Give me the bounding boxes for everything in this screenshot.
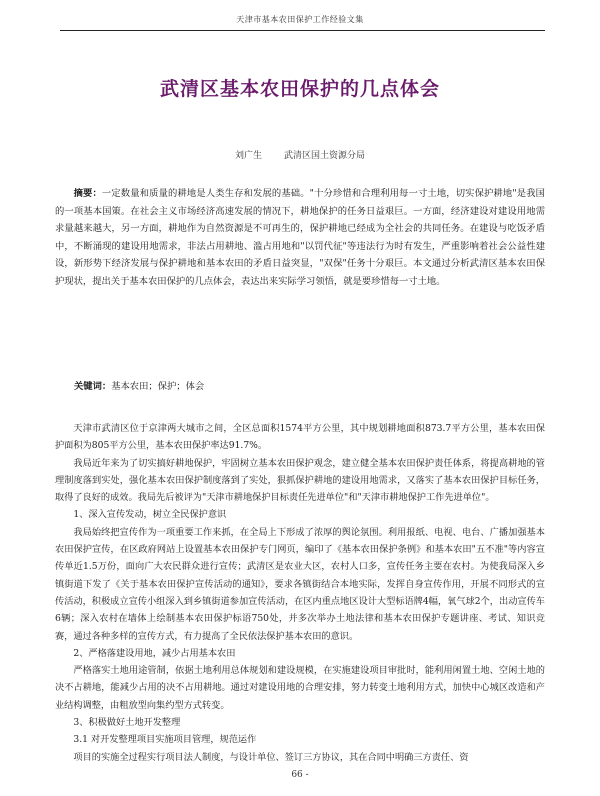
article-title: 武清区基本农田保护的几点体会 xyxy=(159,78,440,100)
running-header: 天津市基本农田保护工作经验文集 xyxy=(236,15,364,24)
section-paragraph: 我局始终把宣传作为一项重要工作来抓，在全局上下形成了浓厚的舆论氛围。利用报纸、电视、电台、广播加强基本农田保护宣传，在区政府网站上设置基本农田保护专门网页，编印了《基本农田保护条例》和基本农田"五不准"等内容宣传单近1.5万份，面向广大农民群众进行宣传；武清区是农业大区，农村人口多，宣传任务主要在农村。为使我局深入乡镇街道下发了《关于基本农田保护宣传活动的通知》，要求各镇街结合本地实际，发挥自身宣传作用，开展不同形式的宣传活动，积极成立宣传小组深入到乡镇街道参加宣传活动，在区内重点地区设计大型标语牌4幅，氧气球2个，出动宣传车6辆；深入农村在墙体上绘制基本农田保护标语750处，并多次举办土地法律和基本农田保护专题讲座、考试、知识竞赛，通过各种多样的宣传方式，有力提高了全民依法保护基本农田的意识。 xyxy=(55,526,545,642)
keywords-text: 基本农田；保护；体会 xyxy=(111,381,205,392)
section-heading: 1、深入宣传发动，树立全民保护意识 xyxy=(73,509,227,521)
section-paragraph: 严格落实土地用途管制，依据土地利用总体规划和建设规模，在实施建设项目审批时，能利用闲置土地、空闲土地的决不占耕地，能减少占用的决不占用耕地。通过对建设用地的合理安排，努力转变土地利用方式，加快中心城区改造和产业结构调整，由粗放型向集约型方式转变。 xyxy=(55,665,545,711)
body-paragraph: 天津市武清区位于京津两大城市之间，全区总面积1574平方公里，其中规划耕地面积873.7平方公里，基本农田保护面积为805平方公里，基本农田保护率达91.7%。 xyxy=(55,423,545,452)
article-body xyxy=(55,420,545,766)
keywords-label: 关键词： xyxy=(74,381,112,392)
author-affiliation: 武清区国土资源分局 xyxy=(284,151,366,161)
body-paragraph: 我局近年来为了切实搞好耕地保护，牢固树立基本农田保护观念，建立健全基本农田保护责任体系，将提高耕地的管理制度落到实处，强化基本农田保护制度落到了实处，狠抓保护耕地的建设用地需求，又落实了基本农田保护目标任务，取得了良好的成效。我局先后被评为"天津市耕地保护目标责任先进单位"和"天津市耕地保护工作先进单位"。 xyxy=(55,457,545,504)
author-name: 刘广生 xyxy=(234,151,262,161)
byline xyxy=(0,148,600,161)
section-heading: 2、严格落建设用地，减少占用基本农田 xyxy=(73,647,236,659)
section-heading: 3、积极做好土地开发整理 xyxy=(73,717,181,729)
header-divider xyxy=(60,30,545,31)
page-number-value: 66 xyxy=(291,770,303,780)
page-number: 66 - xyxy=(291,770,309,780)
subsection-heading: 3.1 对开发整理项目实施项目管理，规范运作 xyxy=(73,734,257,746)
abstract xyxy=(55,185,545,290)
abstract-text: 一定数量和质量的耕地是人类生存和发展的基础。"十分珍惜和合理利用每一寸土地，切实保护耕地"是我国的一项基本国策。在社会主义市场经济高速发展的情况下，耕地保护的任务日益艰巨。一方面，经济建设对建设用地需求量越来越大，另一方面，耕地作为自然资源是不可再生的，保护耕地已经成为全社会的共同任务。在建设与吃饭矛盾中，不断涌现的建设用地需求，非法占用耕地、滥占用地和"以罚代征"等违法行为时有发生，严重影响着社会公益性建设，新形势下经济发展与保护耕地和基本农田的矛盾日益突显，"双保"任务十分艰巨。本文通过分析武清区基本农田保护现状，提出关于基本农田保护的几点体会，表达出来实际学习领悟，就是要珍惜每一寸土地。 xyxy=(55,188,545,287)
keywords xyxy=(74,378,544,392)
section-paragraph: 项目的实施全过程实行项目法人制度，与设计单位、签订三方协议，其在合同中明确三方责任、资 xyxy=(73,751,469,763)
abstract-label: 摘要： xyxy=(73,188,102,199)
